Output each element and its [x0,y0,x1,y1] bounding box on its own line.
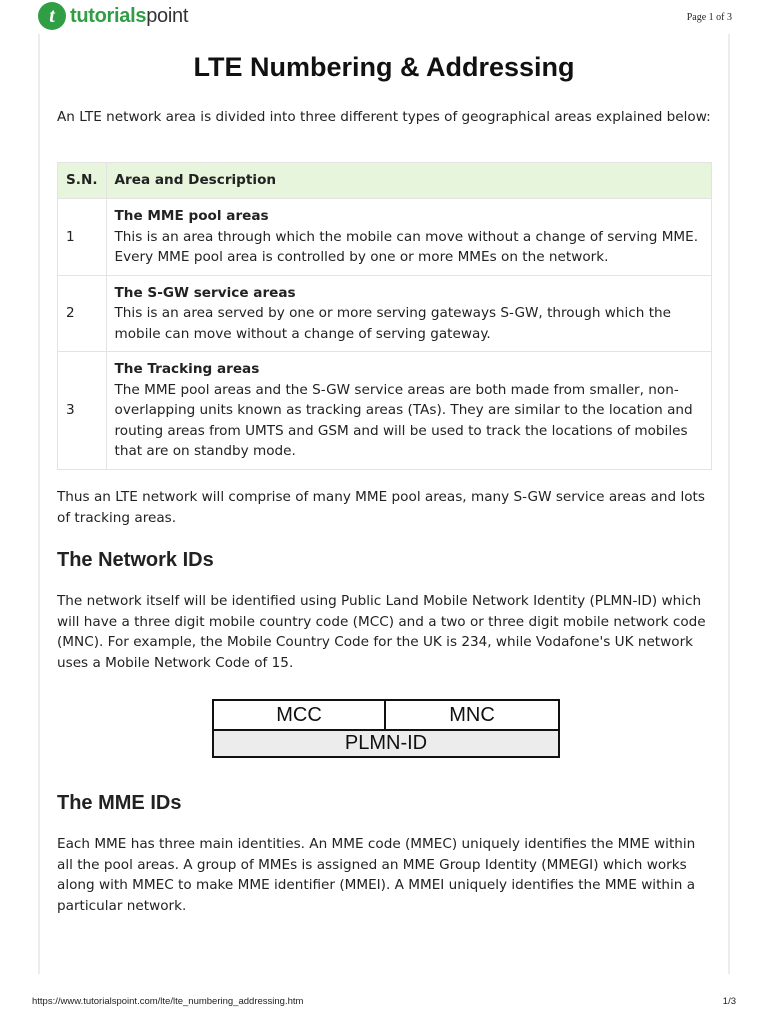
row-description-cell [106,199,712,276]
area-description: The MME pool areas and the S-GW service areas are both made from smaller, non-overlapping units known as tracking areas (TAs). They are similar to the location and routing areas from UMTS and GSM and will be used to track the locations of mobiles that are on standby mode. [114,381,693,459]
tutorialspoint-logo[interactable] [38,2,188,30]
logo-icon: t [38,2,66,30]
area-description: This is an area served by one or more serving gateways S-GW, through which the mobile can move without a change of serving gateway. [114,305,672,342]
row-sn: 1 [58,199,107,276]
column-header-area: Area and Description [106,163,712,199]
mnc-cell: MNC [386,701,558,731]
area-description: This is an area through which the mobile can move without a change of serving MME. Every MME pool area is controlled by one or more MMEs on the network. [114,228,699,265]
table-header-row [58,163,712,199]
table-row [58,199,712,276]
page-indicator: Page 1 of 3 [686,12,732,23]
row-description-cell [106,352,712,470]
logo-brand-bold: tutorials [70,4,147,27]
mme-ids-paragraph: Each MME has three main identities. An MME code (MMEC) uniquely identifies the MME within all the pool areas. A group of MMEs is assigned an MME Group Identity (MMEGI) which works along with MMEC to make MME identifier (MMEI). A MMEI uniquely identifies the MME within a particular network. [57,836,696,914]
logo-brand-light: point [146,4,189,27]
areas-table [57,162,712,470]
row-sn: 2 [58,275,107,352]
summary-paragraph: Thus an LTE network will comprise of many MME pool areas, many S-GW service areas and lots of tracking areas. [57,489,705,526]
table-row [58,352,712,470]
column-header-sn: S.N. [58,163,107,199]
plmn-id-cell: PLMN-ID [214,731,558,756]
page-header [0,0,768,34]
plmn-id-diagram [212,699,560,758]
network-ids-heading: The Network IDs [57,549,214,571]
area-name: The S-GW service areas [114,284,296,301]
mme-ids-heading: The MME IDs [57,792,182,814]
table-row [58,275,712,352]
logo-text [70,5,188,28]
row-description-cell [106,275,712,352]
intro-paragraph: An LTE network area is divided into three different types of geographical areas explained below: [57,109,711,125]
row-sn: 3 [58,352,107,470]
mcc-cell: MCC [214,701,386,731]
footer-url[interactable]: https://www.tutorialspoint.com/lte/lte_numbering_addressing.htm [32,996,304,1007]
footer-page-number: 1/3 [722,996,736,1007]
network-ids-paragraph: The network itself will be identified using Public Land Mobile Network Identity (PLMN-ID) which will have a three digit mobile country code (MCC) and a two or three digit mobile network code (MNC). For example, the Mobile Country Code for the UK is 234, while Vodafone's UK network uses a Mobile Network Code of 15. [57,593,706,671]
area-name: The Tracking areas [114,361,260,377]
page-title: LTE Numbering & Addressing [193,52,575,82]
area-name: The MME pool areas [114,208,269,224]
